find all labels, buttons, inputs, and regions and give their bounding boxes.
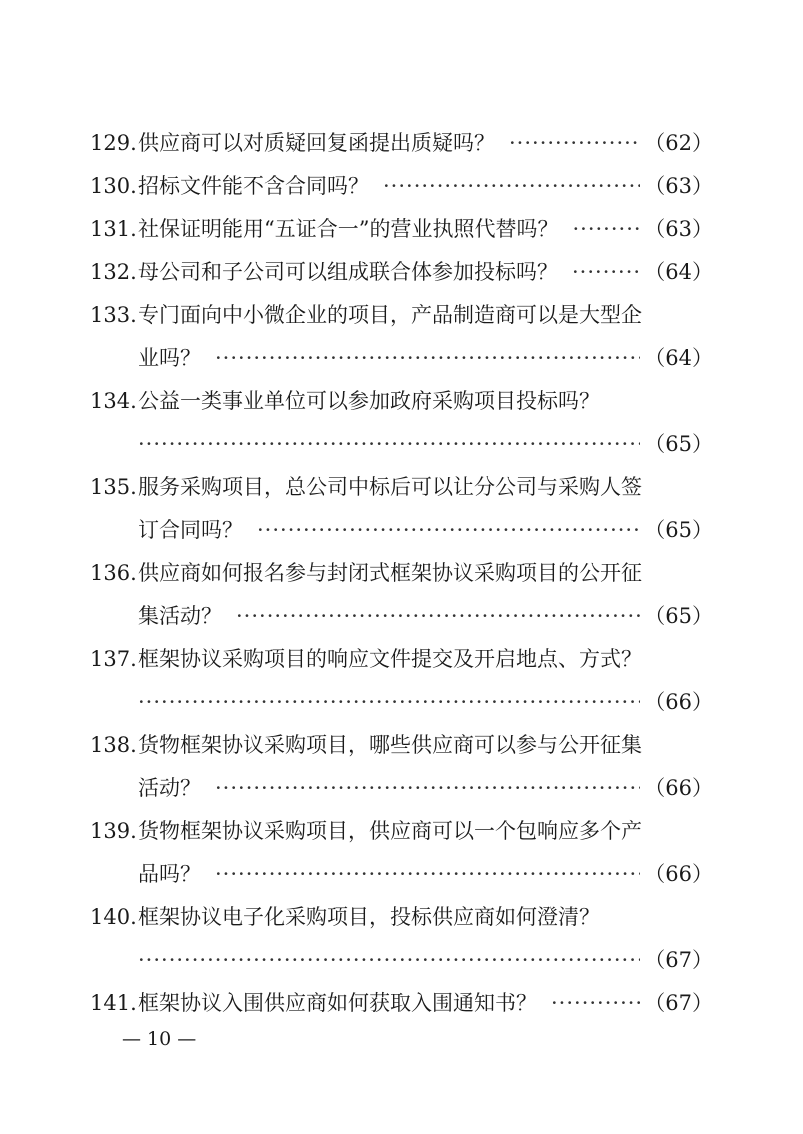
toc-entry xyxy=(90,466,713,552)
entry-title: 供应商如何报名参与封闭式框架协议采购项目的公开征 xyxy=(138,561,642,585)
entry-title-continued: 品吗？ xyxy=(138,862,201,886)
toc-entry xyxy=(90,208,713,251)
dot-leader xyxy=(257,509,640,552)
toc-entry xyxy=(90,552,713,638)
entry-number: 132. xyxy=(90,260,137,284)
toc-entry xyxy=(90,380,713,466)
entry-page-ref: （65） xyxy=(644,432,713,456)
dot-leader xyxy=(572,208,640,251)
toc-entry xyxy=(90,810,713,896)
dot-leader xyxy=(236,595,640,638)
entry-number: 131. xyxy=(90,217,137,241)
dot-leader xyxy=(215,337,640,380)
entry-page-ref: （67） xyxy=(644,991,713,1015)
toc-entry xyxy=(90,294,713,380)
entry-number: 133. xyxy=(90,303,137,327)
entry-page-ref: （62） xyxy=(644,131,713,155)
entry-title: 货物框架协议采购项目，哪些供应商可以参与公开征集 xyxy=(138,733,642,757)
toc-entry xyxy=(90,724,713,810)
dot-leader xyxy=(138,681,640,724)
entry-title: 社保证明能用“五证合一”的营业执照代替吗？ xyxy=(138,217,559,241)
entry-title-continued: 业吗？ xyxy=(138,346,201,370)
entry-title: 公益一类事业单位可以参加政府采购项目投标吗？ xyxy=(138,389,600,413)
entry-page-ref: （65） xyxy=(644,604,713,628)
entry-page-ref: （66） xyxy=(644,690,713,714)
entry-title: 服务采购项目，总公司中标后可以让分公司与采购人签 xyxy=(138,475,642,499)
toc-entry xyxy=(90,165,713,208)
toc-entry xyxy=(90,122,713,165)
toc-entry xyxy=(90,251,713,294)
entry-number: 141. xyxy=(90,991,137,1015)
entry-page-ref: （66） xyxy=(644,776,713,800)
dot-leader xyxy=(215,853,640,896)
entry-title-continued: 集活动？ xyxy=(138,604,222,628)
entry-title: 框架协议采购项目的响应文件提交及开启地点、方式？ xyxy=(138,647,642,671)
entry-number: 139. xyxy=(90,819,137,843)
dot-leader xyxy=(572,251,640,294)
toc-entry xyxy=(90,982,713,1025)
entry-page-ref: （67） xyxy=(644,948,713,972)
entry-number: 138. xyxy=(90,733,137,757)
table-of-contents xyxy=(90,122,713,1025)
entry-title: 货物框架协议采购项目，供应商可以一个包响应多个产 xyxy=(138,819,642,843)
toc-entry xyxy=(90,638,713,724)
entry-title: 框架协议电子化采购项目，投标供应商如何澄清？ xyxy=(138,905,600,929)
dot-leader xyxy=(509,122,640,165)
entry-number: 136. xyxy=(90,561,137,585)
entry-title: 供应商可以对质疑回复函提出质疑吗？ xyxy=(138,131,495,155)
dot-leader xyxy=(138,423,640,466)
dot-leader xyxy=(383,165,640,208)
dot-leader xyxy=(215,767,640,810)
page-number: — 10 — xyxy=(122,1028,197,1050)
toc-entry xyxy=(90,896,713,982)
dot-leader xyxy=(138,939,640,982)
entry-title: 专门面向中小微企业的项目，产品制造商可以是大型企 xyxy=(138,303,642,327)
entry-title: 框架协议入围供应商如何获取入围通知书？ xyxy=(138,991,537,1015)
entry-number: 140. xyxy=(90,905,137,929)
entry-page-ref: （63） xyxy=(644,217,713,241)
entry-title-continued: 活动？ xyxy=(138,776,201,800)
entry-page-ref: （64） xyxy=(644,260,713,284)
entry-number: 130. xyxy=(90,174,137,198)
entry-number: 137. xyxy=(90,647,137,671)
dot-leader xyxy=(551,982,640,1025)
entry-page-ref: （63） xyxy=(644,174,713,198)
entry-number: 129. xyxy=(90,131,137,155)
entry-title-continued: 订合同吗？ xyxy=(138,518,243,542)
entry-page-ref: （66） xyxy=(644,862,713,886)
entry-page-ref: （64） xyxy=(644,346,713,370)
entry-number: 134. xyxy=(90,389,137,413)
entry-title: 母公司和子公司可以组成联合体参加投标吗？ xyxy=(138,260,558,284)
entry-title: 招标文件能不含合同吗？ xyxy=(138,174,369,198)
entry-number: 135. xyxy=(90,475,137,499)
entry-page-ref: （65） xyxy=(644,518,713,542)
